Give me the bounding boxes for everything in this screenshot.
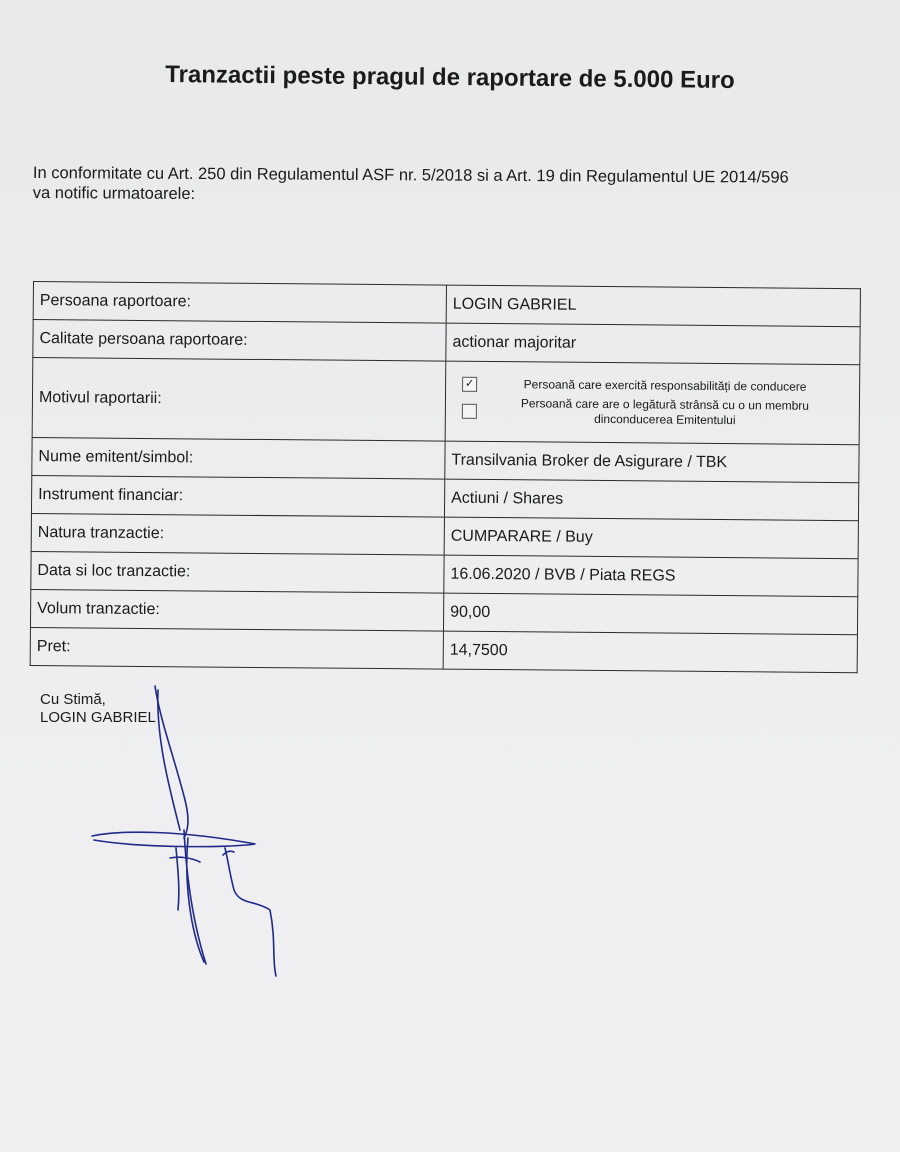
capacity-value: actionar majoritar	[446, 323, 860, 365]
date-place-label: Data si loc tranzactie:	[31, 551, 444, 593]
closing-name: LOGIN GABRIEL	[40, 709, 156, 726]
reporting-person-value: LOGIN GABRIEL	[446, 285, 860, 327]
instrument-value: Actiuni / Shares	[444, 479, 858, 521]
handwritten-signature	[80, 680, 300, 980]
issuer-value: Transilvania Broker de Asigurare / TBK	[445, 441, 859, 483]
reason-options	[445, 361, 860, 445]
table-row	[30, 627, 857, 672]
reporting-person-label: Persoana raportoare:	[33, 282, 446, 324]
checkbox-checked[interactable]: ✓	[462, 377, 477, 392]
report-table	[30, 281, 861, 673]
volume-value: 90,00	[443, 593, 857, 635]
reason-option-1-label: Persoană care exercită responsabilități de conducere	[523, 377, 807, 394]
capacity-label: Calitate persoana raportoare:	[33, 320, 446, 362]
document-title: Tranzactii peste pragul de raportare de 5.000 Euro	[165, 61, 735, 94]
volume-label: Volum tranzactie:	[30, 589, 443, 631]
price-value: 14,7500	[443, 631, 857, 673]
table-row	[32, 358, 860, 445]
intro-paragraph	[33, 163, 873, 208]
reason-label: Motivul raportarii:	[32, 358, 446, 442]
intro-line-1: In conformitate cu Art. 250 din Regulamentul ASF nr. 5/2018 si a Art. 19 din Regulamentul UE 2014/596	[32, 163, 789, 187]
reason-option-2-line-2: dinconducerea Emitentului	[594, 411, 736, 428]
intro-line-2: va notific urmatoarele:	[32, 183, 196, 203]
reason-option-1	[452, 377, 853, 395]
closing-greeting: Cu Stimă,	[40, 691, 106, 708]
nature-label: Natura tranzactie:	[31, 513, 444, 555]
reason-option-2-label	[477, 396, 853, 429]
price-label: Pret:	[30, 627, 443, 669]
issuer-label: Nume emitent/simbol:	[32, 437, 445, 479]
date-place-value: 16.06.2020 / BVB / Piata REGS	[444, 555, 858, 597]
reason-option-2	[452, 396, 853, 429]
checkbox-unchecked[interactable]	[462, 403, 477, 418]
nature-value: CUMPARARE / Buy	[444, 517, 858, 559]
instrument-label: Instrument financiar:	[31, 475, 444, 517]
reason-option-2-line-1: Persoană care are o legătură strânsă cu o un membru	[520, 396, 810, 413]
